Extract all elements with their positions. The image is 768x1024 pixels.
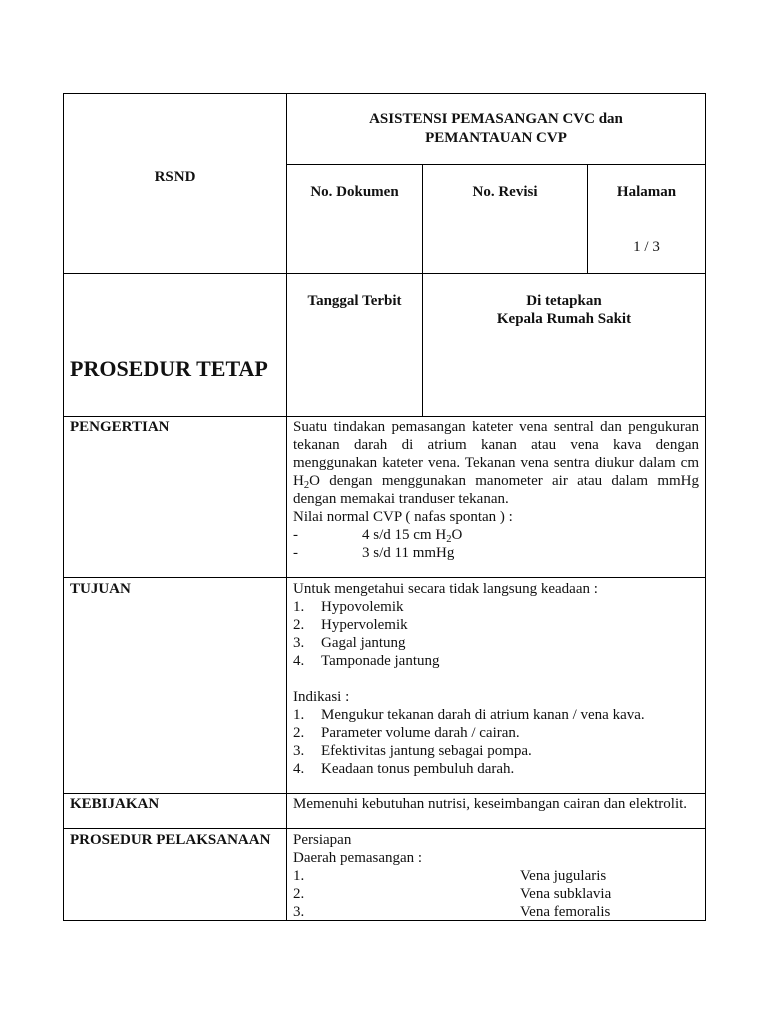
- policy-content: [287, 794, 706, 829]
- item-number: 4.: [293, 761, 305, 777]
- item-number: 1.: [293, 707, 305, 723]
- unit-subscript: 2: [446, 534, 452, 546]
- formula-h: H: [293, 473, 304, 489]
- item-text: Vena femoralis: [520, 904, 611, 920]
- normal-value-text: [362, 526, 462, 544]
- indication-heading: Indikasi :: [293, 689, 350, 705]
- procedure-title-line-1: ASISTENSI PEMASANGAN CVC dan: [369, 111, 623, 127]
- unit-h: H: [435, 527, 447, 543]
- insertion-site-item: [293, 867, 699, 885]
- item-text: Gagal jantung: [321, 635, 406, 651]
- item-text: Keadaan tonus pembuluh darah.: [321, 761, 515, 777]
- item-text: Hypervolemik: [321, 617, 408, 633]
- item-number: 3.: [293, 743, 305, 759]
- policy-label-cell: [64, 794, 287, 829]
- page-number: 1 / 3: [633, 239, 660, 255]
- normal-value-heading: Nilai normal CVP ( nafas spontan ) :: [293, 509, 513, 525]
- definition-line: tekanan darah di atrium kanan atau vena kava dengan: [293, 437, 699, 453]
- item-number: 2.: [293, 617, 305, 633]
- indication-item: [293, 706, 699, 724]
- procedure-label: PROSEDUR PELAKSANAAN: [70, 832, 271, 848]
- procedure-content: [287, 829, 706, 921]
- document-type-title: PROSEDUR TETAP: [70, 356, 268, 381]
- list-dash: -: [293, 527, 298, 543]
- hospital-code: RSND: [154, 169, 196, 185]
- issue-date-cell: [287, 274, 423, 417]
- item-text: Tamponade jantung: [321, 653, 440, 669]
- condition-item: [293, 616, 699, 634]
- procedure-title-line-2: PEMANTAUAN CVP: [425, 130, 567, 146]
- item-text: Efektivitas jantung sebagai pompa.: [321, 743, 532, 759]
- approval-cell: [423, 274, 706, 417]
- sop-form-table: [63, 93, 706, 921]
- condition-item: [293, 598, 699, 616]
- normal-value-number: 4 s/d 15 cm: [362, 527, 432, 543]
- indication-item: [293, 724, 699, 742]
- document-type-cell: [64, 274, 287, 417]
- insertion-site-item: [293, 903, 699, 921]
- revision-number-label: No. Revisi: [472, 184, 538, 200]
- procedure-label-cell: [64, 829, 287, 921]
- item-number: 3.: [293, 635, 305, 651]
- document-number-label: No. Dokumen: [310, 184, 399, 200]
- policy-text: Memenuhi kebutuhan nutrisi, keseimbangan cairan dan elektrolit.: [293, 796, 688, 812]
- definition-line-rest: O dengan menggunakan manometer air atau dalam mmHg: [309, 473, 699, 489]
- indication-item: [293, 742, 699, 760]
- preparation-heading: Persiapan: [293, 832, 352, 848]
- issue-date-label: Tanggal Terbit: [307, 293, 402, 309]
- purpose-intro: Untuk mengetahui secara tidak langsung keadaan :: [293, 581, 598, 597]
- item-number: 1.: [293, 868, 305, 884]
- definition-line: Suatu tindakan pemasangan kateter vena sentral dan pengukuran: [293, 419, 699, 435]
- item-number: 4.: [293, 653, 305, 669]
- purpose-label-cell: [64, 578, 287, 794]
- insertion-site-heading: Daerah pemasangan :: [293, 850, 423, 866]
- normal-value-row: [293, 526, 699, 544]
- approval-line-2: Kepala Rumah Sakit: [496, 311, 632, 327]
- definition-label: PENGERTIAN: [70, 419, 170, 435]
- purpose-label: TUJUAN: [70, 581, 131, 597]
- page-label: Halaman: [616, 184, 677, 200]
- item-number: 2.: [293, 886, 305, 902]
- blank-line: [293, 670, 699, 688]
- definition-content: [287, 417, 706, 578]
- item-text: Mengukur tekanan darah di atrium kanan / vena kava.: [321, 707, 645, 723]
- hospital-code-cell: [64, 94, 287, 274]
- list-dash: -: [293, 545, 298, 561]
- item-number: 2.: [293, 725, 305, 741]
- condition-item: [293, 652, 699, 670]
- item-text: Vena jugularis: [520, 868, 607, 884]
- normal-value-row: [293, 544, 699, 562]
- policy-label: KEBIJAKAN: [70, 796, 160, 812]
- item-number: 1.: [293, 599, 305, 615]
- unit-o: O: [451, 527, 463, 543]
- normal-value-unit: [435, 527, 463, 546]
- item-text: Hypovolemik: [321, 599, 404, 615]
- definition-line: menggunakan kateter vena. Tekanan vena sentra diukur dalam cm: [293, 455, 699, 471]
- insertion-site-item: [293, 885, 699, 903]
- definition-line: dengan memakai tranduser tekanan.: [293, 491, 509, 507]
- item-number: 3.: [293, 904, 305, 920]
- approval-line-1: Di tetapkan: [526, 293, 602, 309]
- procedure-title-cell: [287, 94, 706, 165]
- formula-subscript: 2: [303, 480, 310, 492]
- document-number-cell: [287, 165, 423, 274]
- indication-item: [293, 760, 699, 778]
- item-text: Parameter volume darah / cairan.: [321, 725, 520, 741]
- normal-value-text: 3 s/d 11 mmHg: [362, 545, 455, 561]
- page-cell: [588, 165, 706, 274]
- purpose-content: [287, 578, 706, 794]
- revision-number-cell: [423, 165, 588, 274]
- definition-label-cell: [64, 417, 287, 578]
- item-text: Vena subklavia: [520, 886, 612, 902]
- condition-item: [293, 634, 699, 652]
- definition-line-formula: [293, 472, 699, 490]
